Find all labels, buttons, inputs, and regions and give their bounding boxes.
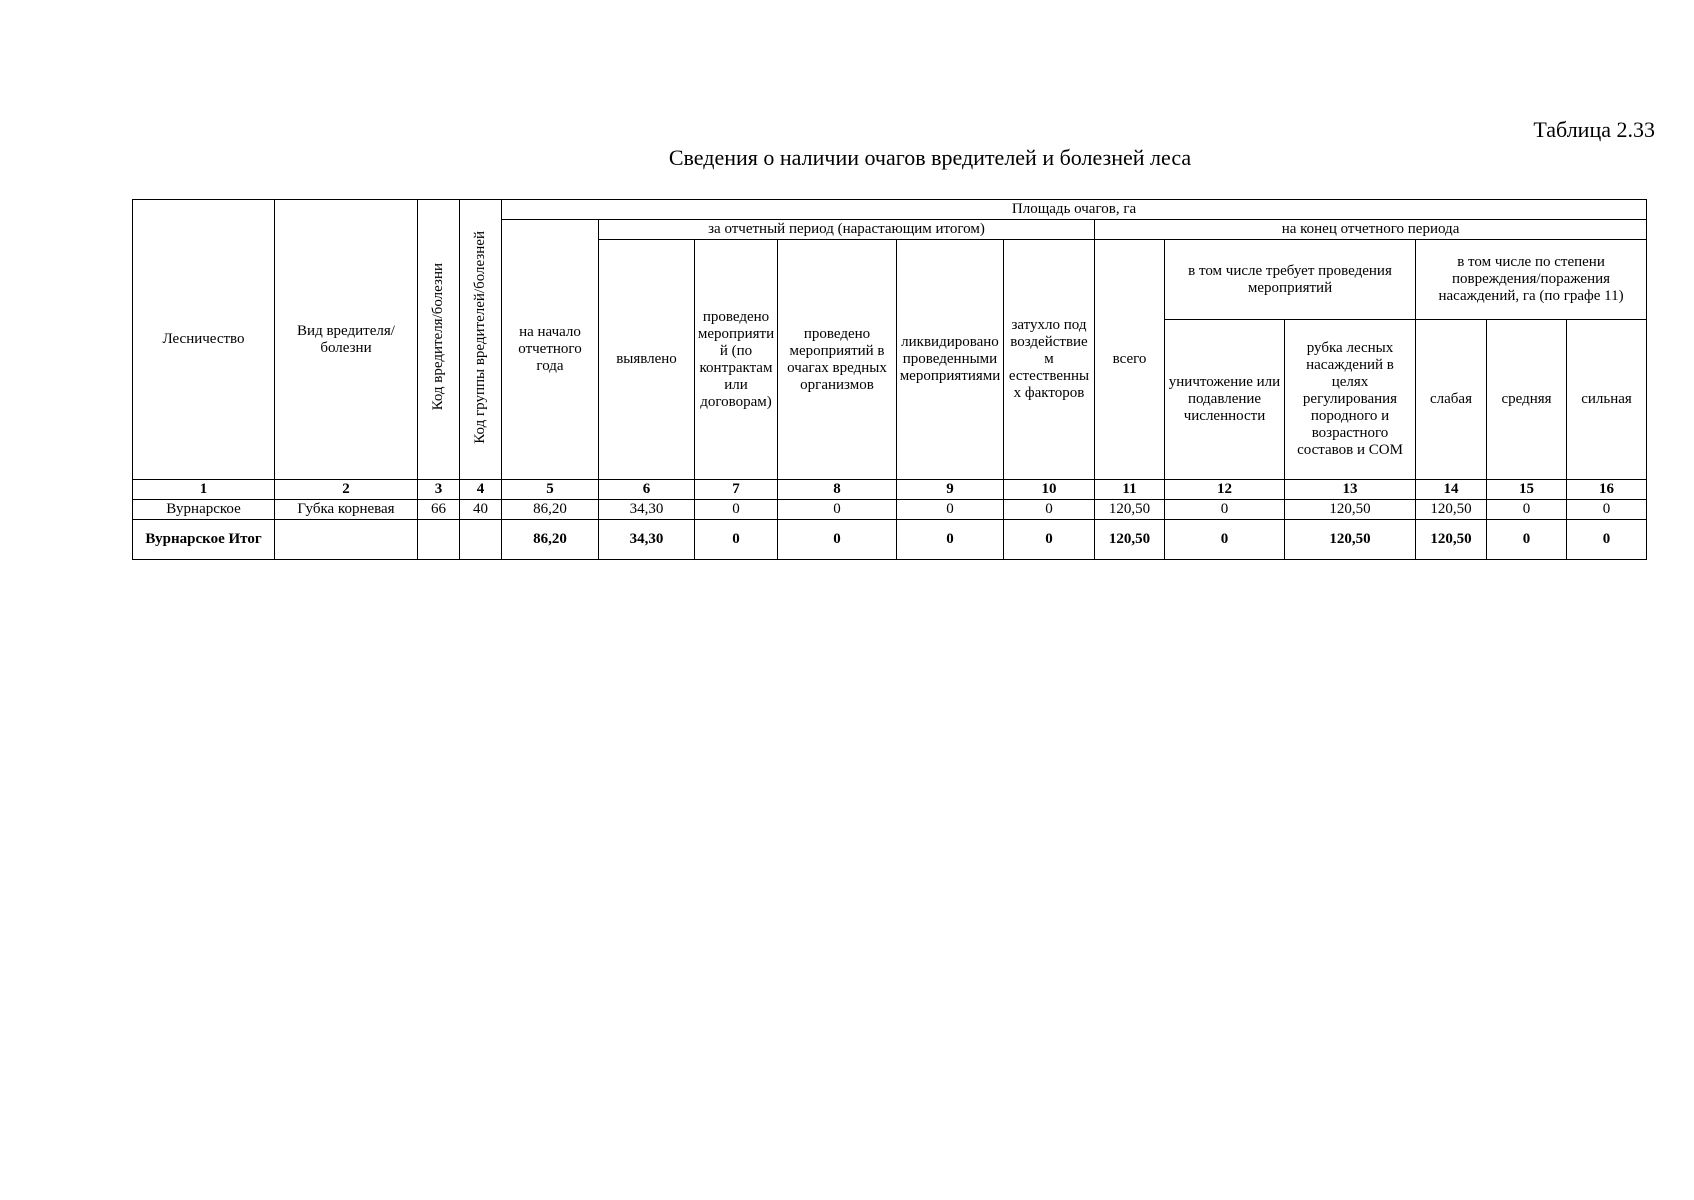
total-cell-group-code [460,520,502,560]
total-row [133,520,1647,560]
cell-detected: 34,30 [599,500,695,520]
cell-measures-in-foci: 0 [778,500,897,520]
total-cell-start-of-year: 86,20 [502,520,599,560]
header-felling: рубка лесных насаждений в целях регулирования породного и возрастного составов и СОМ [1285,320,1416,480]
cell-forestry: Вурнарское [133,500,275,520]
header-requires-group: в том числе требует проведения мероприятий [1165,240,1416,320]
header-group-code [460,200,502,480]
column-number: 16 [1567,480,1647,500]
total-cell-measures-in-foci: 0 [778,520,897,560]
header-pest-type: Вид вредителя/болезни [275,200,418,480]
header-suppression: уничтожение или подавление численности [1165,320,1285,480]
cell-natural-decay: 0 [1004,500,1095,520]
header-start-of-year: на начало отчетного года [502,220,599,480]
cell-start-of-year: 86,20 [502,500,599,520]
header-period-group: за отчетный период (нарастающим итогом) [599,220,1095,240]
header-end-group: на конец отчетного периода [1095,220,1647,240]
column-number: 12 [1165,480,1285,500]
header-measures-in-foci: проведено мероприятий в очагах вредных организмов [778,240,897,480]
column-number: 9 [897,480,1004,500]
header-group-code-label: Код группы вредителей/болезней [472,230,488,444]
total-cell-strong: 0 [1567,520,1647,560]
cell-suppression: 0 [1165,500,1285,520]
column-number-row [133,480,1647,500]
total-cell-forestry: Вурнарское Итог [133,520,275,560]
document-title: Сведения о наличии очагов вредителей и болезней леса [668,145,1192,170]
column-number: 10 [1004,480,1095,500]
table-row [133,500,1647,520]
cell-group-code: 40 [460,500,502,520]
column-number: 3 [418,480,460,500]
total-cell-liquidated: 0 [897,520,1004,560]
cell-medium: 0 [1487,500,1567,520]
cell-pest-code: 66 [418,500,460,520]
cell-total: 120,50 [1095,500,1165,520]
column-number: 6 [599,480,695,500]
header-pest-code [418,200,460,480]
column-number: 5 [502,480,599,500]
header-area-total: Площадь очагов, га [502,200,1647,220]
column-number: 15 [1487,480,1567,500]
column-number: 11 [1095,480,1165,500]
header-pest-code-label: Код вредителя/болезни [430,263,446,411]
total-cell-pest-type [275,520,418,560]
header-contract-measures: проведено мероприятий (по контрактам или договорам) [695,240,778,480]
cell-weak: 120,50 [1416,500,1487,520]
header-weak: слабая [1416,320,1487,480]
total-cell-pest-code [418,520,460,560]
column-number: 13 [1285,480,1416,500]
header-medium: средняя [1487,320,1567,480]
cell-contract-measures: 0 [695,500,778,520]
header-strong: сильная [1567,320,1647,480]
header-total: всего [1095,240,1165,480]
column-number: 14 [1416,480,1487,500]
cell-liquidated: 0 [897,500,1004,520]
cell-pest-type: Губка корневая [275,500,418,520]
total-cell-weak: 120,50 [1416,520,1487,560]
header-damage-group: в том числе по степени повреждения/поражения насаждений, га (по графе 11) [1416,240,1647,320]
column-number: 1 [133,480,275,500]
pest-foci-table [132,199,1647,560]
column-number: 8 [778,480,897,500]
column-number: 4 [460,480,502,500]
header-natural-decay: затухло под воздействием естественных факторов [1004,240,1095,480]
total-cell-medium: 0 [1487,520,1567,560]
header-liquidated: ликвидировано проведенными мероприятиями [897,240,1004,480]
total-cell-detected: 34,30 [599,520,695,560]
column-number: 2 [275,480,418,500]
total-cell-contract-measures: 0 [695,520,778,560]
total-cell-felling: 120,50 [1285,520,1416,560]
total-cell-total: 120,50 [1095,520,1165,560]
cell-strong: 0 [1567,500,1647,520]
column-number: 7 [695,480,778,500]
table-number-label: Таблица 2.33 [1533,117,1655,142]
header-detected: выявлено [599,240,695,480]
header-forestry: Лесничество [133,200,275,480]
total-cell-natural-decay: 0 [1004,520,1095,560]
cell-felling: 120,50 [1285,500,1416,520]
total-cell-suppression: 0 [1165,520,1285,560]
